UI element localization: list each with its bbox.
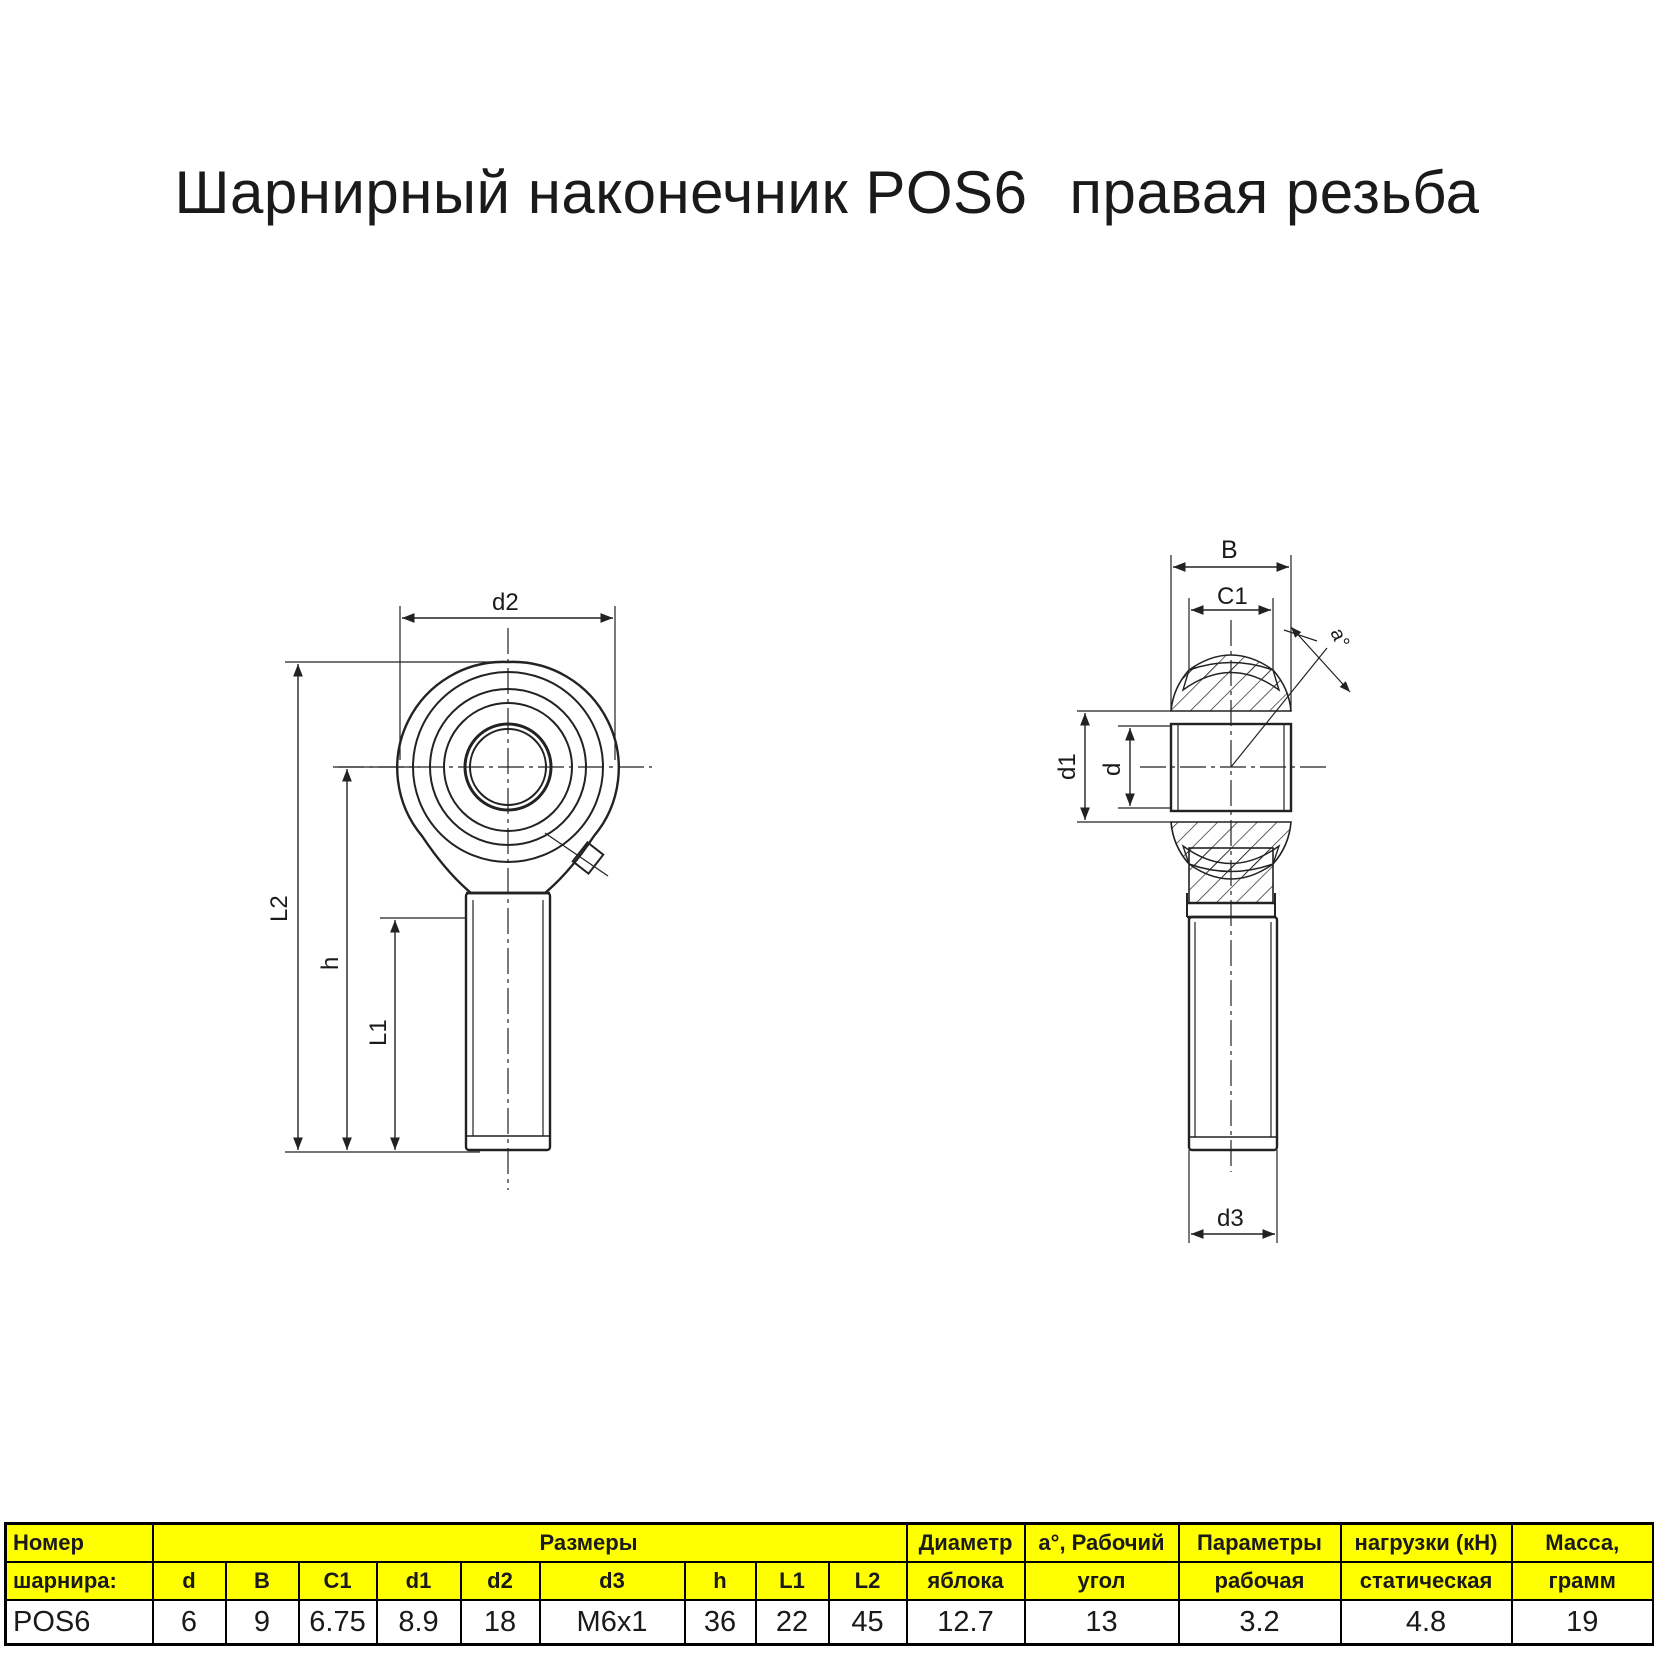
cell-mass: 19 bbox=[1512, 1600, 1654, 1645]
header-row-top bbox=[6, 1524, 1654, 1563]
th-static: статическая bbox=[1341, 1562, 1512, 1600]
th-d2: d2 bbox=[461, 1562, 540, 1600]
th-diameter-2: яблока bbox=[907, 1562, 1025, 1600]
cell-number: POS6 bbox=[6, 1600, 153, 1645]
cell-h: 36 bbox=[685, 1600, 756, 1645]
cell-diameter: 12.7 bbox=[907, 1600, 1025, 1645]
cell-d3: M6x1 bbox=[540, 1600, 685, 1645]
title-sub: правая резьба bbox=[1069, 159, 1480, 226]
cell-C1: 6.75 bbox=[299, 1600, 377, 1645]
th-B: B bbox=[226, 1562, 299, 1600]
title-main: Шарнирный наконечник POS6 bbox=[174, 159, 1028, 226]
th-C1: C1 bbox=[299, 1562, 377, 1600]
cell-d: 6 bbox=[153, 1600, 226, 1645]
th-mass-2: грамм bbox=[1512, 1562, 1654, 1600]
th-d: d bbox=[153, 1562, 226, 1600]
cell-d2: 18 bbox=[461, 1600, 540, 1645]
cell-d1: 8.9 bbox=[377, 1600, 461, 1645]
label-d3: d3 bbox=[1217, 1205, 1244, 1232]
th-mass: Масса, bbox=[1512, 1524, 1654, 1563]
th-number-2: шарнира: bbox=[6, 1562, 153, 1600]
th-sizes: Размеры bbox=[540, 1524, 685, 1563]
cell-static: 4.8 bbox=[1341, 1600, 1512, 1645]
th-d1: d1 bbox=[377, 1562, 461, 1600]
cell-B: 9 bbox=[226, 1600, 299, 1645]
side-view bbox=[1077, 555, 1350, 1243]
cell-working: 3.2 bbox=[1179, 1600, 1341, 1645]
label-B: B bbox=[1221, 536, 1238, 564]
th-L2: L2 bbox=[829, 1562, 907, 1600]
label-L1: L1 bbox=[365, 1019, 392, 1046]
th-angle-2: угол bbox=[1025, 1562, 1179, 1600]
spec-table bbox=[4, 1522, 1654, 1646]
th-working: рабочая bbox=[1179, 1562, 1341, 1600]
cell-L2: 45 bbox=[829, 1600, 907, 1645]
label-d1: d1 bbox=[1054, 753, 1081, 780]
label-L2: L2 bbox=[266, 895, 293, 922]
table-row bbox=[6, 1600, 1654, 1645]
th-L1: L1 bbox=[756, 1562, 829, 1600]
header-row-bottom bbox=[6, 1562, 1654, 1600]
th-number: Номер bbox=[6, 1524, 153, 1563]
label-h: h bbox=[317, 956, 344, 970]
label-d: d bbox=[1099, 762, 1126, 776]
cell-angle: 13 bbox=[1025, 1600, 1179, 1645]
th-d3: d3 bbox=[540, 1562, 685, 1600]
th-loads: нагрузки (кН) bbox=[1341, 1524, 1512, 1563]
label-C1: C1 bbox=[1217, 583, 1248, 610]
label-angle: a° bbox=[1325, 624, 1354, 652]
th-diameter: Диаметр bbox=[907, 1524, 1025, 1563]
th-h: h bbox=[685, 1562, 756, 1600]
cell-L1: 22 bbox=[756, 1600, 829, 1645]
front-view bbox=[285, 606, 652, 1190]
th-params: Параметры bbox=[1179, 1524, 1341, 1563]
th-angle: a°, Рабочий bbox=[1025, 1524, 1179, 1563]
label-d2: d2 bbox=[492, 589, 519, 616]
